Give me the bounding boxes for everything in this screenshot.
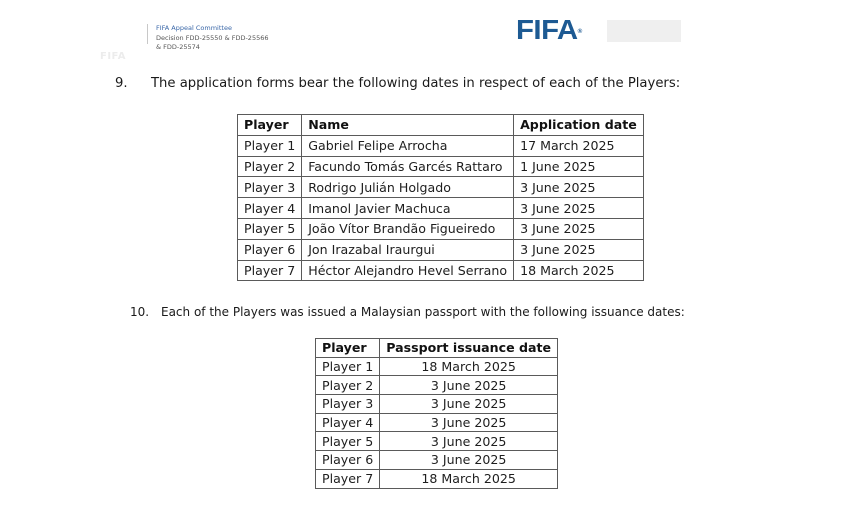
player-cell: Player 3: [238, 177, 302, 198]
column-header-name: Name: [302, 115, 514, 136]
paragraph-text: Each of the Players was issued a Malaysian passport with the following issuance dates:: [161, 305, 685, 319]
fifa-watermark: FIFA: [100, 51, 126, 62]
redacted-block: [607, 20, 681, 42]
paragraph-number: 10.: [130, 305, 150, 319]
player-cell: Player 4: [238, 198, 302, 219]
document-header: [156, 24, 268, 53]
table-row: [316, 376, 558, 395]
passport-issuance-table: [315, 338, 558, 489]
name-cell: João Vítor Brandão Figueiredo: [302, 218, 514, 239]
column-header-player: Player: [238, 115, 302, 136]
date-cell: 3 June 2025: [380, 376, 558, 395]
date-cell: 3 June 2025: [380, 413, 558, 432]
player-cell: Player 1: [238, 135, 302, 156]
table-header-row: [238, 115, 644, 136]
name-cell: Facundo Tomás Garcés Rattaro: [302, 156, 514, 177]
table-row: [238, 260, 644, 281]
table-row: [316, 357, 558, 376]
paragraph-9: [115, 76, 680, 92]
date-cell: 18 March 2025: [380, 357, 558, 376]
paragraph-number: 9.: [115, 76, 128, 91]
player-cell: Player 7: [316, 469, 380, 488]
committee-name: FIFA Appeal Committee: [156, 24, 232, 32]
column-header-player: Player: [316, 339, 380, 358]
name-cell: Héctor Alejandro Hevel Serrano: [302, 260, 514, 281]
player-cell: Player 6: [316, 451, 380, 470]
name-cell: Rodrigo Julián Holgado: [302, 177, 514, 198]
date-cell: 3 June 2025: [380, 451, 558, 470]
date-cell: 17 March 2025: [514, 135, 644, 156]
name-cell: Jon Irazabal Iraurgui: [302, 239, 514, 260]
decision-reference-line2: & FDD-25574: [156, 43, 200, 51]
player-cell: Player 5: [316, 432, 380, 451]
table-row: [316, 451, 558, 470]
table-row: [238, 156, 644, 177]
player-cell: Player 3: [316, 395, 380, 414]
date-cell: 18 March 2025: [514, 260, 644, 281]
table-header-row: [316, 339, 558, 358]
table-row: [316, 413, 558, 432]
fifa-logo-text: FIFA: [516, 14, 578, 45]
table-row: [316, 469, 558, 488]
player-cell: Player 7: [238, 260, 302, 281]
date-cell: 3 June 2025: [380, 395, 558, 414]
decision-reference-line1: Decision FDD-25550 & FDD-25566: [156, 33, 269, 42]
paragraph-10: [130, 304, 685, 320]
player-cell: Player 1: [316, 357, 380, 376]
registered-mark: ®: [577, 29, 582, 35]
table-row: [238, 239, 644, 260]
fifa-logo: [516, 15, 582, 45]
player-cell: Player 2: [316, 376, 380, 395]
table-row: [238, 198, 644, 219]
table-row: [316, 432, 558, 451]
table-row: [238, 218, 644, 239]
date-cell: 1 June 2025: [514, 156, 644, 177]
name-cell: Imanol Javier Machuca: [302, 198, 514, 219]
player-cell: Player 6: [238, 239, 302, 260]
table-row: [316, 395, 558, 414]
name-cell: Gabriel Felipe Arrocha: [302, 135, 514, 156]
date-cell: 3 June 2025: [514, 239, 644, 260]
column-header-passport-issuance-date: Passport issuance date: [380, 339, 558, 358]
player-cell: Player 5: [238, 218, 302, 239]
application-dates-table: [237, 114, 644, 281]
paragraph-text: The application forms bear the following dates in respect of each of the Players:: [151, 76, 681, 91]
header-divider: [147, 24, 148, 44]
date-cell: 3 June 2025: [514, 218, 644, 239]
column-header-application-date: Application date: [514, 115, 644, 136]
date-cell: 3 June 2025: [514, 198, 644, 219]
date-cell: 3 June 2025: [514, 177, 644, 198]
table-row: [238, 177, 644, 198]
date-cell: 3 June 2025: [380, 432, 558, 451]
player-cell: Player 2: [238, 156, 302, 177]
player-cell: Player 4: [316, 413, 380, 432]
table-row: [238, 135, 644, 156]
date-cell: 18 March 2025: [380, 469, 558, 488]
